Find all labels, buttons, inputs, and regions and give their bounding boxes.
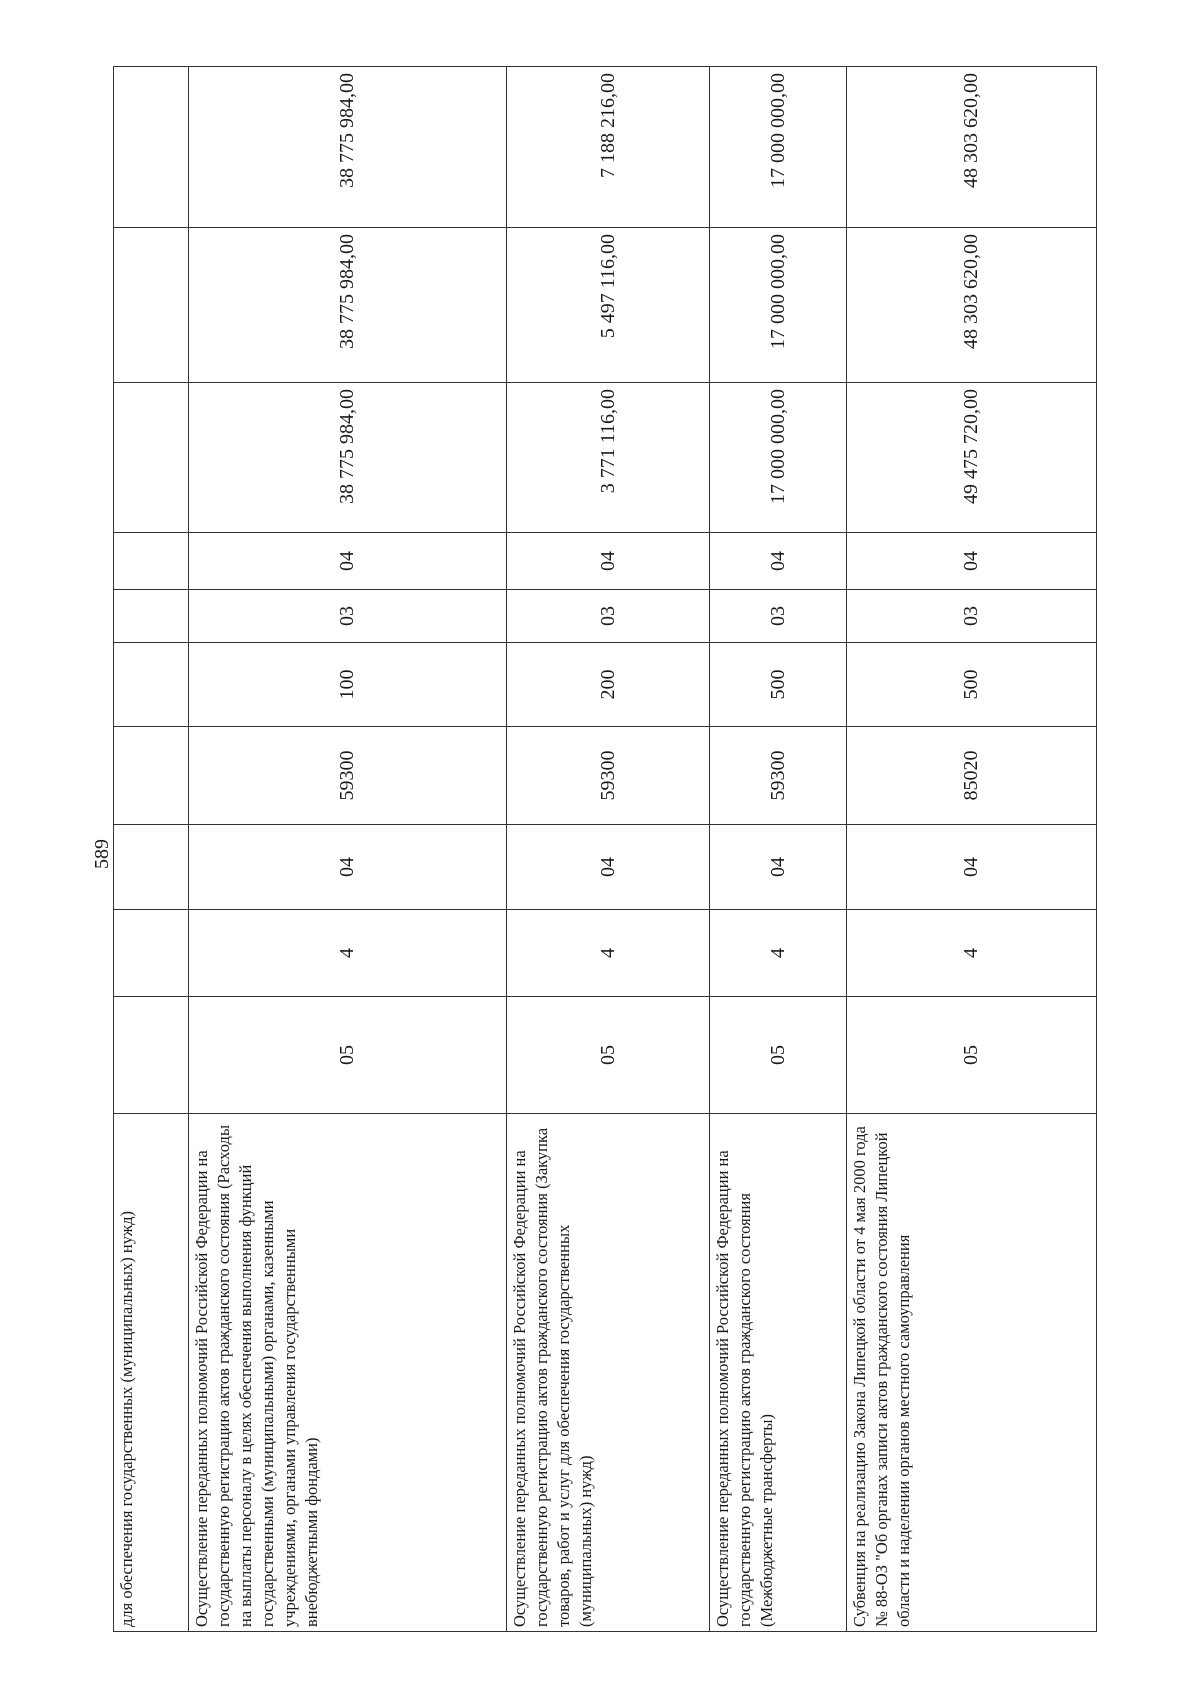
cell-code-7: 04: [710, 533, 847, 590]
cell-code-4: 59300: [507, 727, 710, 825]
cell-amount-1: 17 000 000,00: [710, 383, 847, 533]
cell-amount-3: [114, 67, 189, 228]
rotated-table-container: [113, 67, 1096, 1632]
cell-amount-3: 17 000 000,00: [710, 67, 847, 228]
table-row: [507, 67, 710, 1632]
cell-code-5: 500: [710, 643, 847, 727]
budget-table: [113, 66, 1097, 1632]
cell-code-2: 4: [847, 910, 1097, 997]
cell-code-1: [114, 997, 189, 1114]
cell-code-1: 05: [189, 997, 507, 1114]
cell-code-4: 59300: [189, 727, 507, 825]
cell-code-6: 03: [507, 590, 710, 643]
cell-code-6: 03: [710, 590, 847, 643]
cell-amount-3: 38 775 984,00: [189, 67, 507, 228]
row-name: Осуществление переданных полномочий Российской Федерации на государственную регистрацию актов гражданского состояния (Расходы на выплаты персоналу в целях обеспечения выполнения функций государственными (муниципальными) органами, казенными учреждениями, органами управления государственными внебюджетными фондами): [189, 1114, 507, 1632]
cell-code-3: [114, 825, 189, 910]
cell-code-3: 04: [189, 825, 507, 910]
cell-code-7: 04: [189, 533, 507, 590]
cell-code-5: [114, 643, 189, 727]
cell-amount-1: [114, 383, 189, 533]
cell-code-5: 100: [189, 643, 507, 727]
cell-code-7: 04: [507, 533, 710, 590]
cell-amount-2: 48 303 620,00: [847, 228, 1097, 383]
cell-amount-1: 49 475 720,00: [847, 383, 1097, 533]
row-name: Субвенция на реализацию Закона Липецкой области от 4 мая 2000 года № 88-ОЗ "Об органах записи актов гражданского состояния Липецкой области и наделении органов местного самоуправления: [847, 1114, 1097, 1632]
cell-code-6: 03: [847, 590, 1097, 643]
cell-code-5: 200: [507, 643, 710, 727]
cell-code-5: 500: [847, 643, 1097, 727]
cell-code-3: 04: [847, 825, 1097, 910]
cell-code-4: 59300: [710, 727, 847, 825]
cell-code-2: 4: [710, 910, 847, 997]
cell-code-3: 04: [710, 825, 847, 910]
cell-code-2: [114, 910, 189, 997]
cell-code-6: [114, 590, 189, 643]
cell-code-2: 4: [507, 910, 710, 997]
row-name: для обеспечения государственных (муниципальных) нужд): [114, 1114, 189, 1632]
table-row: [189, 67, 507, 1632]
cell-code-7: 04: [847, 533, 1097, 590]
cell-amount-2: 5 497 116,00: [507, 228, 710, 383]
cell-amount-3: 7 188 216,00: [507, 67, 710, 228]
cell-amount-2: 38 775 984,00: [189, 228, 507, 383]
cell-amount-1: 38 775 984,00: [189, 383, 507, 533]
cell-code-1: 05: [507, 997, 710, 1114]
cell-code-1: 05: [710, 997, 847, 1114]
cell-code-6: 03: [189, 590, 507, 643]
cell-code-2: 4: [189, 910, 507, 997]
cell-amount-3: 48 303 620,00: [847, 67, 1097, 228]
row-name: Осуществление переданных полномочий Российской Федерации на государственную регистрацию актов гражданского состояния (Межбюджетные трансферты): [710, 1114, 847, 1632]
cell-code-4: 85020: [847, 727, 1097, 825]
row-name: Осуществление переданных полномочий Российской Федерации на государственную регистрацию актов гражданского состояния (Закупка товаров, работ и услуг для обеспечения государственных (муниципальных) нужд): [507, 1114, 710, 1632]
page-number: 589: [91, 839, 113, 869]
table-row: [710, 67, 847, 1632]
cell-code-3: 04: [507, 825, 710, 910]
cell-code-1: 05: [847, 997, 1097, 1114]
table-row: [114, 67, 189, 1632]
cell-amount-1: 3 771 116,00: [507, 383, 710, 533]
table-row: [847, 67, 1097, 1632]
cell-amount-2: 17 000 000,00: [710, 228, 847, 383]
cell-code-4: [114, 727, 189, 825]
cell-code-7: [114, 533, 189, 590]
cell-amount-2: [114, 228, 189, 383]
